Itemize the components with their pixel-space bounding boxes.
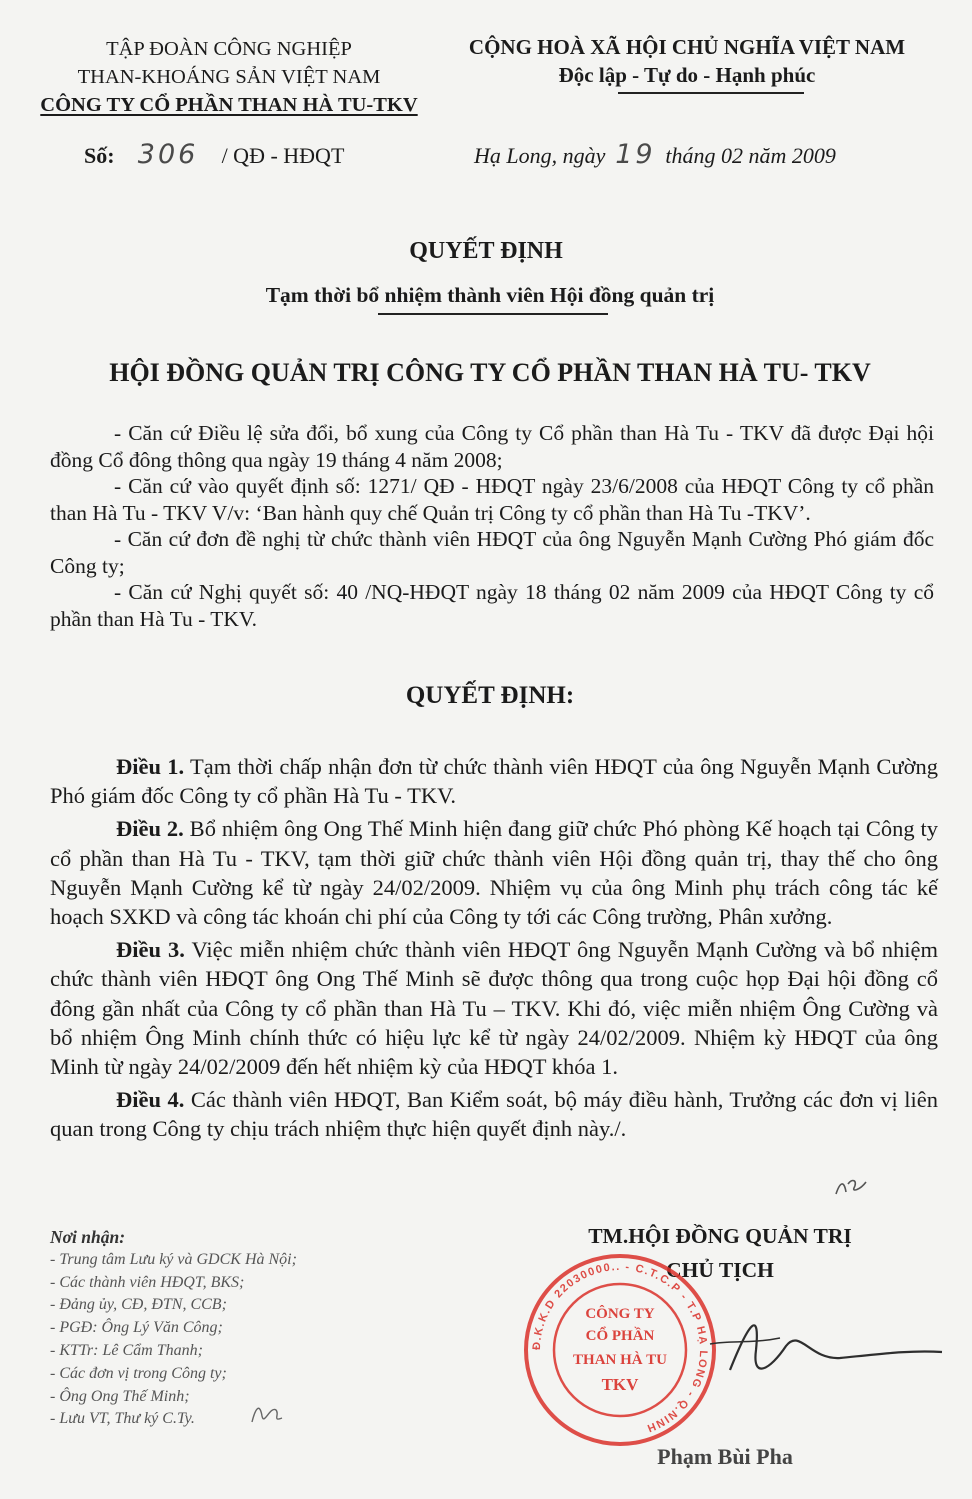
signature-title: TM.HỘI ĐỒNG QUẢN TRỊ	[588, 1224, 852, 1248]
so-suffix: / QĐ - HĐQT	[221, 143, 345, 168]
article-label: Điều 3.	[116, 937, 185, 963]
country-name: CỘNG HOÀ XÃ HỘI CHỦ NGHĨA VIỆT NAM	[468, 35, 906, 59]
date-rest: tháng 02 năm 2009	[665, 143, 836, 168]
handwritten-signature	[690, 1300, 950, 1410]
decision-heading: QUYẾT ĐỊNH:	[405, 682, 575, 709]
basis-item: - Căn cứ vào quyết định số: 1271/ QĐ - HĐQT ngày 23/6/2008 của HĐQT Công ty cổ phần than Hà Tu - TKV V/v: ‘Ban hành quy chế Quản trị Công ty cổ phần than Hà Tu -TKV’.	[50, 474, 934, 525]
article-3	[50, 935, 938, 1081]
articles	[50, 752, 938, 1144]
so-number: 306	[137, 139, 199, 170]
article-4	[50, 1085, 938, 1143]
recipients-title: Nơi nhận:	[50, 1227, 126, 1247]
decision-subtitle: Tạm thời bổ nhiệm thành viên Hội đồng quản trị	[265, 283, 715, 307]
basis-item: - Căn cứ Điều lệ sửa đổi, bổ xung của Công ty Cổ phần than Hà Tu - TKV đã được Đại hội đồng Cổ đông thông qua ngày 19 tháng 4 năm 2008;	[50, 421, 934, 472]
recipient-item: - Trung tâm Lưu ký và GDCK Hà Nội;	[50, 1250, 297, 1268]
article-label: Điều 2.	[116, 816, 184, 842]
initials-mark	[832, 1174, 872, 1202]
motto: Độc lập - Tự do - Hạnh phúc	[558, 63, 816, 87]
recipients	[50, 1226, 430, 1431]
article-label: Điều 1.	[116, 754, 185, 779]
svg-text:Đ.K.K.D 22030000.. - C.T.C.P -	[531, 1261, 709, 1434]
ministry-name-line1: TẬP ĐOÀN CÔNG NGHIỆP	[106, 38, 352, 60]
recipient-item: - PGĐ: Ông Lý Văn Công;	[50, 1319, 223, 1337]
article-text: Việc miễn nhiệm chức thành viên HĐQT ông Nguyễn Mạnh Cường và bổ nhiệm chức thành viên HĐQT ông Ong Thế Minh sẽ được thông qua trong cuộc họp Đại hội đồng cổ đông gần nhất của Công ty cổ phần than Hà Tu – TKV. Khi đó, việc miễn nhiệm Ông Cường và bổ nhiệm Ông Minh chính thức có hiệu lực kể từ ngày 24/02/2009. Nhiệm kỳ HĐQT của ông Minh từ ngày 24/02/2009 đến hết nhiệm kỳ của HĐQT khóa 1.	[50, 937, 938, 1080]
seal-line4: TKV	[601, 1375, 639, 1394]
document-number	[84, 139, 344, 170]
decision-title: QUYẾT ĐỊNH	[409, 238, 563, 264]
place-date	[474, 139, 836, 170]
recipient-item: - Các đơn vị trong Công ty;	[50, 1364, 227, 1382]
recipient-item: - Các thành viên HĐQT, BKS;	[50, 1273, 245, 1291]
seal-ring-text: Đ.K.K.D 22030000.. - C.T.C.P - T.P HẠ LONG - Q.NINH	[530, 1260, 710, 1435]
basis-item: - Căn cứ Nghị quyết số: 40 /NQ-HĐQT ngày 18 tháng 02 năm 2009 của HĐQT Công ty cổ phần than Hà Tu - TKV.	[50, 580, 934, 631]
so-label: Số:	[84, 143, 115, 168]
motto-underline	[618, 92, 804, 94]
basis-item: - Căn cứ đơn đề nghị từ chức thành viên HĐQT của ông Nguyễn Mạnh Cường Phó giám đốc Công ty;	[50, 527, 934, 578]
ministry-name-line2: THAN-KHOÁNG SẢN VIỆT NAM	[77, 66, 381, 88]
recipient-item: - Lưu VT, Thư ký C.Ty.	[50, 1410, 195, 1428]
date-day: 19	[615, 139, 656, 170]
council-heading: HỘI ĐỒNG QUẢN TRỊ CÔNG TY CỔ PHẦN THAN HÀ TU- TKV	[109, 358, 871, 387]
date-prefix: Hạ Long, ngày	[474, 143, 606, 168]
article-2	[50, 814, 938, 931]
article-label: Điều 4.	[116, 1087, 185, 1113]
seal-line1: CÔNG TY	[585, 1306, 655, 1322]
article-text: Các thành viên HĐQT, Ban Kiểm soát, bộ máy điều hành, Trưởng các đơn vị liên quan trong Công ty chịu trách nhiệm thực hiện quyết định này./.	[50, 1087, 939, 1142]
recipient-item: - KTTr: Lê Cẩm Thanh;	[50, 1341, 203, 1359]
clerk-initials	[246, 1400, 286, 1430]
article-text: Bổ nhiệm ông Ong Thế Minh hiện đang giữ chức Phó phòng Kế hoạch tại Công ty cổ phần than Hà Tu - TKV, tạm thời giữ chức thành viên Hội đồng quản trị, thay thế cho ông Nguyễn Mạnh Cường kể từ ngày 24/02/2009. Nhiệm vụ của ông Minh phụ trách công tác kế hoạch SXKD và công tác khoán chi phí của Công ty tới các Công trường, Phân xưởng.	[50, 816, 938, 930]
subtitle-underline	[378, 313, 608, 315]
seal-line2: CỔ PHẦN	[585, 1328, 655, 1344]
signer-name: Phạm Bùi Pha	[657, 1444, 793, 1469]
article-text: Tạm thời chấp nhận đơn từ chức thành viên HĐQT của ông Nguyễn Mạnh Cường Phó giám đốc Công ty cổ phần Hà Tu - TKV.	[50, 754, 939, 809]
recipient-item: - Đảng ủy, CĐ, ĐTN, CCB;	[50, 1296, 227, 1314]
recipient-item: - Ông Ong Thế Minh;	[50, 1387, 190, 1405]
legal-bases	[50, 420, 934, 632]
seal-line3: THAN HÀ TU	[573, 1352, 667, 1368]
article-1	[50, 752, 938, 810]
company-name: CÔNG TY CỔ PHẦN THAN HÀ TU-TKV	[40, 94, 418, 116]
signature-role: CHỦ TỊCH	[666, 1258, 774, 1282]
